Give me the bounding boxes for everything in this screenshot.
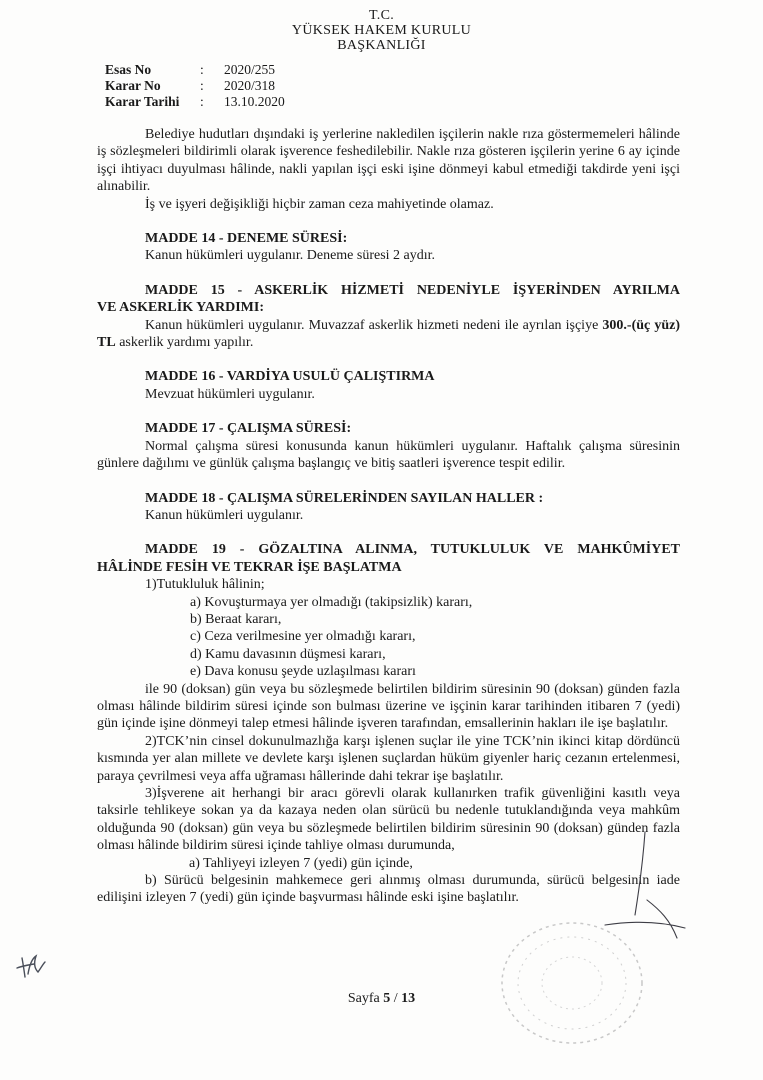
article-16-title: MADDE 16 - VARDİYA USULÜ ÇALIŞTIRMA bbox=[145, 369, 435, 385]
article-15-text bbox=[97, 317, 680, 352]
meta-row-esas bbox=[105, 62, 285, 78]
article-14-text: Kanun hükümleri uygulanır. Deneme süresi 2 aydır. bbox=[145, 248, 436, 264]
meta-value: 13.10.2020 bbox=[224, 94, 285, 109]
article-17-title: MADDE 17 - ÇALIŞMA SÜRESİ: bbox=[145, 421, 352, 437]
header-line-tc: T.C. bbox=[368, 8, 395, 23]
article-14-title: MADDE 14 - DENEME SÜRESİ: bbox=[145, 231, 348, 247]
paragraph-nakil: Belediye hudutları dışındaki iş yerlerine nakledilen işçilerin nakle rıza göstermemeleri hâlinde iş sözleşmeleri bildirimli olarak işverence feshedilebilir. Nakle rıza gösteren işçilerin yerine 6 ay içinde işçi ihtiyacı duyulması hâlinde, nakli yapılan işçi eski işine dönmeyi kabul etmediği takdirde yeni işçi alınabilir. bbox=[97, 127, 680, 195]
article-19-clause-1: 1)Tutukluluk hâlinin; bbox=[145, 577, 265, 593]
meta-row-karar bbox=[105, 78, 285, 94]
document-body bbox=[97, 126, 680, 907]
header-line-kurul: YÜKSEK HAKEM KURULU bbox=[291, 23, 472, 38]
list-item: c) Ceza verilmesine yer olmadığı kararı, bbox=[190, 629, 416, 645]
article-19-clause-3: 3)İşverene ait herhangi bir aracı görevli olarak kullanırken trafik güvenliğini kasıtlı veya taksirle tehlikeye sokan ya da kazaya neden olan sürücü bu nedenle tutuklandığında veya mahkûm olduğunda 90 (doksan) gün veya bu sözleşmede belirtilen bildirim süresinin 90 (doksan) günden fazla olması hâlinde bildirim süresi içinde tahliye olması durumunda, bbox=[97, 786, 680, 854]
meta-key: Esas No bbox=[105, 62, 152, 77]
article-19-clause-3a: a) Tahliyeyi izleyen 7 (yedi) gün içinde, bbox=[189, 855, 413, 871]
meta-row-tarih bbox=[105, 94, 285, 110]
article-18-title: MADDE 18 - ÇALIŞMA SÜRELERİNDEN SAYILAN HALLER : bbox=[145, 490, 544, 506]
list-item: a) Kovuşturmaya yer olmadığı (takipsizlik) kararı, bbox=[190, 594, 473, 610]
header-line-baskanlik: BAŞKANLIĞI bbox=[337, 38, 426, 53]
article-15-title-line1: MADDE 15 - ASKERLİK HİZMETİ NEDENİYLE İŞYERİNDEN AYRILMA bbox=[145, 282, 680, 298]
meta-key: Karar Tarihi bbox=[105, 94, 180, 109]
meta-value: 2020/318 bbox=[224, 78, 276, 93]
paragraph-ceza-mahiyeti: İş ve işyeri değişikliği hiçbir zaman ceza mahiyetinde olamaz. bbox=[145, 196, 494, 212]
article-15-title-line2: VE ASKERLİK YARDIMI: bbox=[97, 300, 264, 316]
list-item: b) Beraat kararı, bbox=[190, 611, 282, 627]
article-19-title-line2: HÂLİNDE FESİH VE TEKRAR İŞE BAŞLATMA bbox=[97, 559, 402, 575]
page-total: 13 bbox=[401, 991, 416, 1006]
document-header bbox=[0, 8, 763, 53]
page-current: 5 bbox=[383, 991, 391, 1006]
list-item: e) Dava konusu şeyde uzlaşılması kararı bbox=[190, 664, 416, 680]
signature-icon bbox=[585, 830, 695, 950]
case-meta bbox=[105, 62, 285, 110]
list-item: d) Kamu davasının düşmesi kararı, bbox=[190, 646, 386, 662]
meta-sep: : bbox=[200, 94, 204, 109]
article-17-text: Normal çalışma süresi konusunda kanun hükümleri uygulanır. Haftalık çalışma süresinin günlere dağılımı ve günlük çalışma başlangıç ve bitiş saatleri işverence tespit edilir. bbox=[97, 438, 680, 472]
initials-mark-icon bbox=[14, 950, 48, 980]
meta-key: Karar No bbox=[105, 78, 161, 93]
page-sep: / bbox=[390, 991, 402, 1006]
page-label: Sayfa bbox=[347, 991, 380, 1006]
article-19-clause-1-rest: ile 90 (doksan) gün veya bu sözleşmede belirtilen bildirim süresinin 90 (doksan) günden fazla olması hâlinde bildirim süresi içinde son bulması üzerine ve işçinin karar tarihinden itibaren 7 (yedi) gün içinde işine dönmeyi talep etmesi hâlinde işveren tarafından, emsallerinin hakları ile işe başlatılır. bbox=[97, 681, 680, 732]
meta-value: 2020/255 bbox=[224, 62, 276, 77]
article-19-clause-3b: b) Sürücü belgesinin mahkemece geri alınmış olması durumunda, sürücü belgesinin iade edilişini izleyen 7 (yedi) gün içinde başvurması hâlinde eski işine başlatılır. bbox=[97, 873, 680, 906]
meta-sep: : bbox=[200, 78, 204, 93]
article-19-title-line1: MADDE 19 - GÖZALTINA ALINMA, TUTUKLULUK VE MAHKÛMİYET bbox=[145, 542, 680, 558]
article-15-text-c: askerlik yardımı yapılır. bbox=[115, 335, 254, 351]
article-16-text: Mevzuat hükümleri uygulanır. bbox=[145, 386, 315, 402]
meta-sep: : bbox=[200, 62, 204, 77]
article-19-clause-2: 2)TCK’nin cinsel dokunulmazlığa karşı işlenen suçlar ile yine TCK’nin ikinci kitap dördüncü kısmında yer alan millete ve devlete karşı işlenen suçlardan hüküm giyenler hariç cezanın ertelenmesi, paraya çevrilmesi veya affa uğraması hâllerinde dahi tekrar işe başlatılır. bbox=[97, 733, 680, 784]
article-15-text-a: Kanun hükümleri uygulanır. Muvazzaf askerlik hizmeti nedeni ile ayrılan işçiye bbox=[145, 317, 603, 333]
article-15-amount: 300.-(üç yüz) TL bbox=[97, 317, 680, 351]
article-18-text: Kanun hükümleri uygulanır. bbox=[145, 507, 304, 523]
